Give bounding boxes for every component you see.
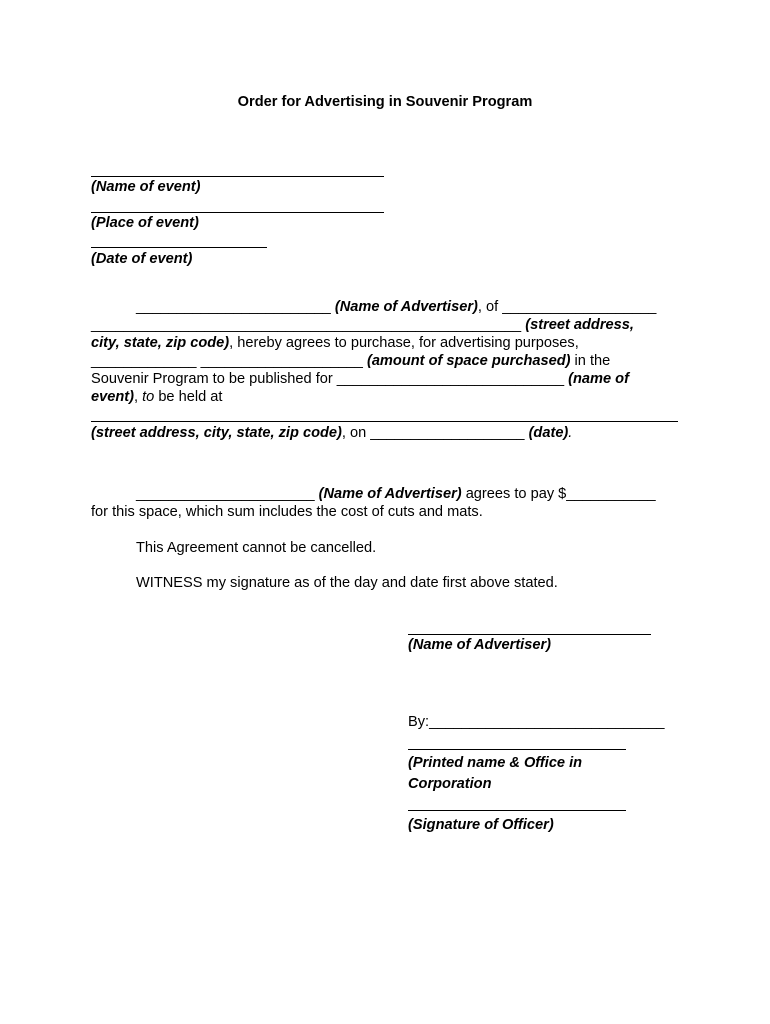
place-of-event-rule <box>91 212 384 213</box>
name-of-text: (name of <box>568 371 629 387</box>
comma-text: , <box>133 389 143 405</box>
place-of-event-label: (Place of event) <box>91 215 199 231</box>
souvenir-text: Souvenir Program to be published for ____________________________ <box>91 371 569 387</box>
date-of-event-rule <box>91 247 267 248</box>
paragraph1-line1 <box>136 298 656 316</box>
signature-of-officer-label: (Signature of Officer) <box>408 817 554 833</box>
period-text: . <box>568 425 573 441</box>
on-text: , on ___________________ <box>341 425 529 441</box>
advertiser-blank-2: ______________________ <box>136 486 319 502</box>
amount-space-text: (amount of space purchased) <box>366 353 571 369</box>
printed-name-label-1: (Printed name & Office in <box>408 755 583 771</box>
name-of-advertiser-text: (Name of Advertiser) <box>334 299 478 315</box>
agrees-to-pay-text: agrees to pay $___________ <box>461 486 656 502</box>
be-held-at-text: be held at <box>154 389 223 405</box>
city-state-zip-text: city, state, zip code) <box>91 335 230 351</box>
event-text: event) <box>91 389 134 405</box>
officer-signature-rule <box>408 810 626 811</box>
printed-name-rule <box>408 749 626 750</box>
cannot-cancel-text: This Agreement cannot be cancelled. <box>136 540 377 556</box>
printed-name-label-2: Corporation <box>408 776 492 792</box>
paragraph1-line2 <box>91 316 634 334</box>
date-of-event-label: (Date of event) <box>91 251 193 267</box>
in-the-text: in the <box>570 353 611 369</box>
paragraph1-line5 <box>91 370 629 388</box>
paragraph2-line2: for this space, which sum includes the cost of cuts and mats. <box>91 504 483 520</box>
name-of-event-rule <box>91 176 384 177</box>
paragraph1-line7 <box>91 424 572 442</box>
paragraph1-line6 <box>91 388 222 406</box>
date-text: (date) <box>528 425 569 441</box>
street-full-text: (street address, city, state, zip code) <box>91 425 342 441</box>
document-title: Order for Advertising in Souvenir Program <box>237 94 533 110</box>
to-text: to <box>142 389 155 405</box>
agrees-text: , hereby agrees to purchase, for advertising purposes, <box>229 335 579 351</box>
signature-name-of-advertiser: (Name of Advertiser) <box>408 637 552 653</box>
of-text: , of ___________________ <box>477 299 657 315</box>
advertiser-blank: ________________________ <box>136 299 335 315</box>
held-at-rule <box>91 421 678 422</box>
witness-text: WITNESS my signature as of the day and date first above stated. <box>136 575 558 591</box>
paragraph1-line3 <box>91 334 579 352</box>
advertiser-signature-rule <box>408 634 651 635</box>
street-address-text: (street address, <box>525 317 634 333</box>
paragraph2-line1 <box>136 485 656 503</box>
name-of-advertiser-text-2: (Name of Advertiser) <box>318 486 462 502</box>
street-blank: _____________________________________________________ <box>91 317 526 333</box>
amount-blank: _____________ ____________________ <box>91 353 367 369</box>
name-of-event-label: (Name of event) <box>91 179 201 195</box>
by-line: By:_____________________________ <box>408 714 665 730</box>
paragraph1-line4 <box>91 352 610 370</box>
